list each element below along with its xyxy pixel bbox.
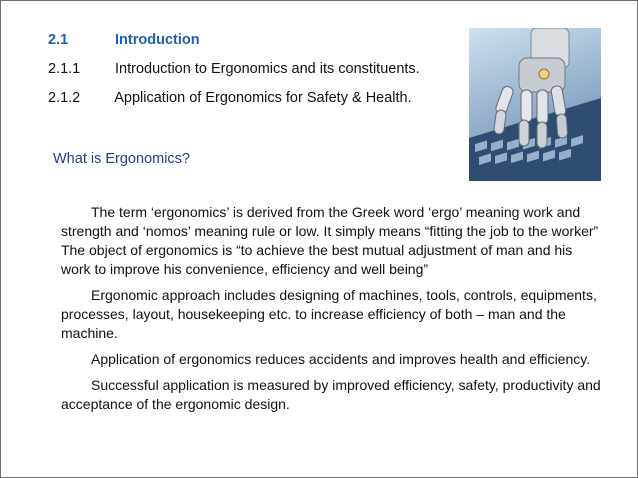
toc-number: 2.1.2 [48, 90, 81, 106]
toc-number: 2.1.1 [48, 61, 81, 77]
section-title: What is Ergonomics? [53, 151, 190, 167]
toc-number: 2.1 [48, 32, 69, 48]
robot-hand-illustration [469, 28, 601, 181]
body-text [61, 203, 601, 421]
toc-label: Introduction to Ergonomics and its constituents. [115, 61, 420, 77]
paragraph-definition: The term ‘ergonomics’ is derived from the Greek word ‘ergo’ meaning work and strength and ‘nomos’ meaning rule or low. It simply means “fitting the job to the worker” The object of ergonomics is “to achieve the best mutual adjustment of man and his work to improve his convenience, efficiency and well being” [61, 204, 599, 277]
toc-label: Application of Ergonomics for Safety & Health. [114, 90, 412, 106]
robot-joint [539, 69, 549, 79]
paragraph-benefits: Application of ergonomics reduces accidents and improves health and efficiency. [91, 351, 591, 367]
paragraph-approach: Ergonomic approach includes designing of machines, tools, controls, equipments, processes, layout, housekeeping etc. to increase efficiency of both – man and the machine. [61, 287, 597, 341]
toc-heading-2-1 [48, 32, 200, 48]
toc-item-2-1-2 [48, 90, 412, 106]
toc-item-2-1-1 [48, 61, 420, 77]
toc-label: Introduction [115, 32, 200, 48]
robot-hand-keyboard-image [469, 28, 601, 181]
paragraph-measurement: Successful application is measured by improved efficiency, safety, productivity and acceptance of the ergonomic design. [61, 377, 601, 412]
